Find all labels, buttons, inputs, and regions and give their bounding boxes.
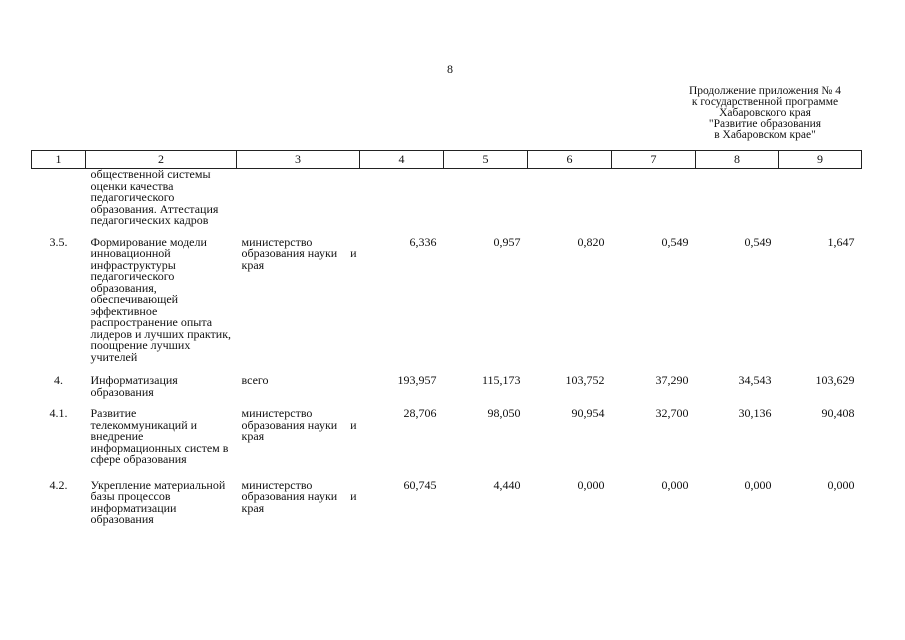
row-value: 1,647 — [827, 234, 855, 249]
row-value: 90,408 — [821, 406, 855, 420]
row-value: 37,290 — [655, 373, 689, 387]
row-value: 0,000 — [744, 477, 772, 492]
row-value: 103,752 — [565, 373, 605, 387]
program-table — [31, 150, 862, 526]
row-value: 28,706 — [403, 406, 437, 420]
annex-line: Продолжение приложения № 4 — [688, 85, 842, 97]
row-value: 0,820 — [577, 234, 605, 249]
col-header: 7 — [612, 151, 696, 169]
page-number: 8 — [447, 62, 453, 76]
executor-and: и — [350, 489, 357, 503]
annex-caption — [640, 86, 890, 141]
table-row — [32, 480, 862, 526]
row-value: 0,549 — [744, 234, 772, 249]
table-row — [32, 169, 862, 235]
row-value: 32,700 — [655, 406, 689, 420]
row-number: 4. — [54, 373, 63, 387]
row-executor — [237, 235, 360, 376]
row-value: 0,957 — [493, 234, 521, 249]
col-header: 1 — [32, 151, 86, 169]
table-row — [32, 408, 862, 480]
annex-line: "Развитие образования — [708, 118, 822, 130]
col-header: 2 — [86, 151, 237, 169]
row-number: 3.5. — [49, 234, 68, 249]
row-value: 0,000 — [661, 477, 689, 492]
row-name: Информатизация образования — [90, 373, 178, 399]
row-executor — [237, 375, 360, 408]
row-value — [779, 169, 862, 235]
header-row — [32, 151, 862, 169]
row-number: 4.1. — [49, 406, 68, 420]
row-executor — [237, 169, 360, 235]
executor-and: и — [350, 417, 357, 432]
row-value: 0,549 — [661, 234, 689, 249]
row-value — [528, 169, 612, 235]
row-value: 115,173 — [481, 373, 521, 387]
row-number — [32, 169, 86, 235]
row-value: 0,000 — [577, 477, 605, 492]
executor-main: всего — [241, 373, 269, 387]
row-name: Развитие телекоммуникаций и внедрение информационных систем в сфере образования — [90, 406, 229, 466]
row-value: 0,000 — [827, 477, 855, 492]
row-value — [444, 169, 528, 235]
row-value: 60,745 — [403, 477, 437, 492]
col-header: 9 — [779, 151, 862, 169]
executor-and: и — [350, 246, 357, 260]
row-value: 98,050 — [487, 406, 521, 420]
row-value: 103,629 — [815, 373, 855, 387]
col-header: 8 — [696, 151, 779, 169]
col-header: 5 — [444, 151, 528, 169]
row-name: общественной системы оценки качества педагогического образования. Аттестация педагогических кадров — [90, 167, 219, 227]
executor-main: министерство образования науки края — [241, 234, 338, 272]
col-header: 4 — [360, 151, 444, 169]
executor-main: министерство образования науки края — [241, 406, 338, 443]
annex-line: Хабаровского края — [719, 107, 811, 119]
row-value: 90,954 — [571, 406, 605, 420]
row-value: 6,336 — [409, 234, 437, 249]
row-value — [612, 169, 696, 235]
annex-line: к государственной программе — [691, 96, 839, 108]
col-header: 6 — [528, 151, 612, 169]
table-row — [32, 375, 862, 408]
row-executor — [237, 408, 360, 480]
row-executor — [237, 477, 360, 526]
row-value: 193,957 — [397, 373, 437, 387]
row-value: 4,440 — [493, 477, 521, 492]
row-value — [360, 169, 444, 235]
row-value: 34,543 — [738, 373, 772, 387]
table-row — [32, 235, 862, 376]
executor-main: министерство образования науки края — [241, 477, 338, 515]
annex-line: в Хабаровском крае" — [714, 129, 816, 141]
row-value — [696, 169, 779, 235]
row-name: Формирование модели инновационной инфраструктуры педагогического образования, обеспечивающей эффективное распространение опыта лидеров и лучших практик, поощрение лучших учителей — [90, 234, 232, 364]
row-number: 4.2. — [49, 477, 68, 492]
row-value: 30,136 — [738, 406, 772, 420]
col-header: 3 — [237, 151, 360, 169]
row-name: Укрепление материальной базы процессов информатизации образования — [90, 477, 226, 526]
